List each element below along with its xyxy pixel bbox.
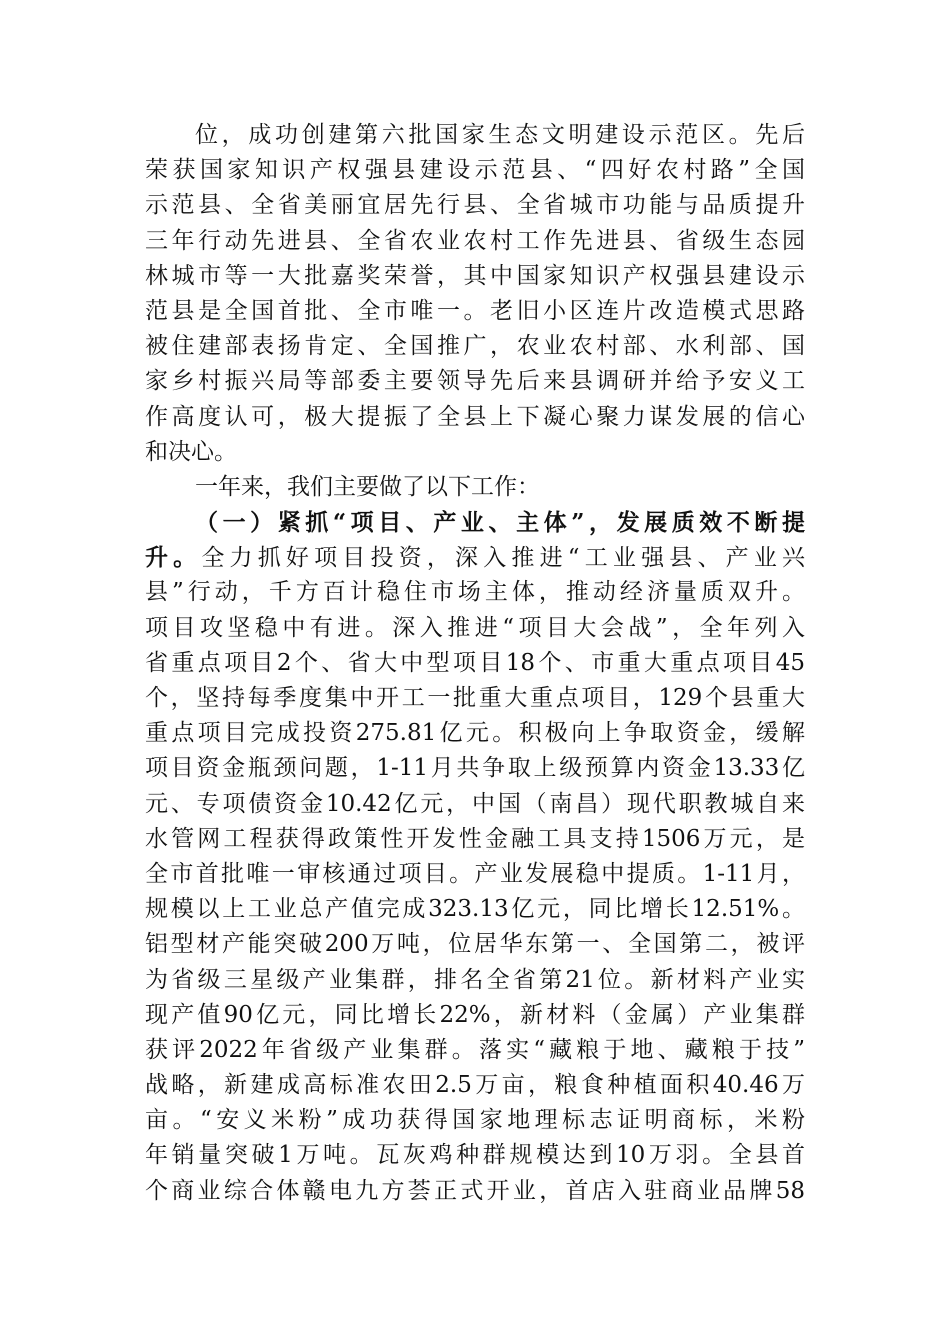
text-line: 获评2022年省级产业集群。落实“藏粮于地、藏粮于技”: [145, 1036, 805, 1063]
body-text: [145, 118, 805, 1209]
text-line: 个，坚持每季度集中开工一批重大重点项目，129个县重大: [145, 685, 805, 711]
text-line: 三年行动先进县、全省农业农村工作先进县、省级生态园: [145, 227, 805, 254]
text-line: 亩。“安义米粉”成功获得国家地理标志证明商标，米粉: [145, 1107, 805, 1134]
section-heading-end: 升。: [145, 544, 202, 572]
text-line: 年销量突破1万吨。瓦灰鸡种群规模达到10万羽。全县首: [145, 1142, 805, 1169]
text-line: 项目资金瓶颈问题，1-11月共争取上级预算内资金13.33亿: [145, 755, 805, 782]
text-line: 示范县、全省美丽宜居先行县、全省城市功能与品质提升: [145, 192, 805, 219]
text-line: 项目攻坚稳中有进。深入推进“项目大会战”，全年列入: [145, 614, 805, 641]
text-line: 个商业综合体赣电九方荟正式开业，首店入驻商业品牌58: [145, 1177, 805, 1204]
text-line: 和决心。: [145, 438, 237, 465]
section-heading: （一）紧抓“项目、产业、主体”，发展质效不断提: [195, 509, 805, 537]
text-line: 铝型材产能突破200万吨，位居华东第一、全国第二，被评: [145, 931, 805, 958]
text-line: 重点项目完成投资275.81亿元。积极向上争取资金，缓解: [145, 720, 805, 747]
text-line: 荣获国家知识产权强县建设示范县、“四好农村路”全国: [145, 157, 805, 184]
text-line: 现产值90亿元，同比增长22%，新材料（金属）产业集群: [145, 1001, 805, 1028]
text-line: 战略，新建成高标准农田2.5万亩，粮食种植面积40.46万: [145, 1072, 806, 1099]
text-line: 被住建部表扬肯定、全国推广，农业农村部、水利部、国: [145, 333, 805, 360]
text-line: 规模以上工业总产值完成323.13亿元，同比增长12.51%。: [145, 896, 805, 923]
text-line: 县”行动，千方百计稳住市场主体，推动经济量质双升。: [145, 579, 805, 606]
text-line: 作高度认可，极大提振了全县上下凝心聚力谋发展的信心: [145, 403, 805, 430]
text-line: 一年来，我们主要做了以下工作：: [195, 473, 540, 500]
text-line: 家乡村振兴局等部委主要领导先后来县调研并给予安义工: [145, 368, 805, 395]
text-line: 元、专项债资金10.42亿元，中国（南昌）现代职教城自来: [145, 790, 805, 817]
text-line: 范县是全国首批、全市唯一。老旧小区连片改造模式思路: [145, 297, 805, 324]
text-line: 为省级三星级产业集群，排名全省第21位。新材料产业实: [145, 966, 805, 993]
text-line: 位，成功创建第六批国家生态文明建设示范区。先后: [195, 122, 805, 148]
text-line: 水管网工程获得政策性开发性金融工具支持1506万元，是: [145, 825, 805, 852]
text-line: 升。全力抓好项目投资，深入推进“工业强县、产业兴: [145, 544, 805, 572]
text-line: 全市首批唯一审核通过项目。产业发展稳中提质。1-11月，: [145, 860, 805, 887]
text-line: 林城市等一大批嘉奖荣誉，其中国家知识产权强县建设示: [145, 262, 805, 289]
text-line: 省重点项目2个、省大中型项目18个、市重大重点项目45: [145, 649, 805, 676]
